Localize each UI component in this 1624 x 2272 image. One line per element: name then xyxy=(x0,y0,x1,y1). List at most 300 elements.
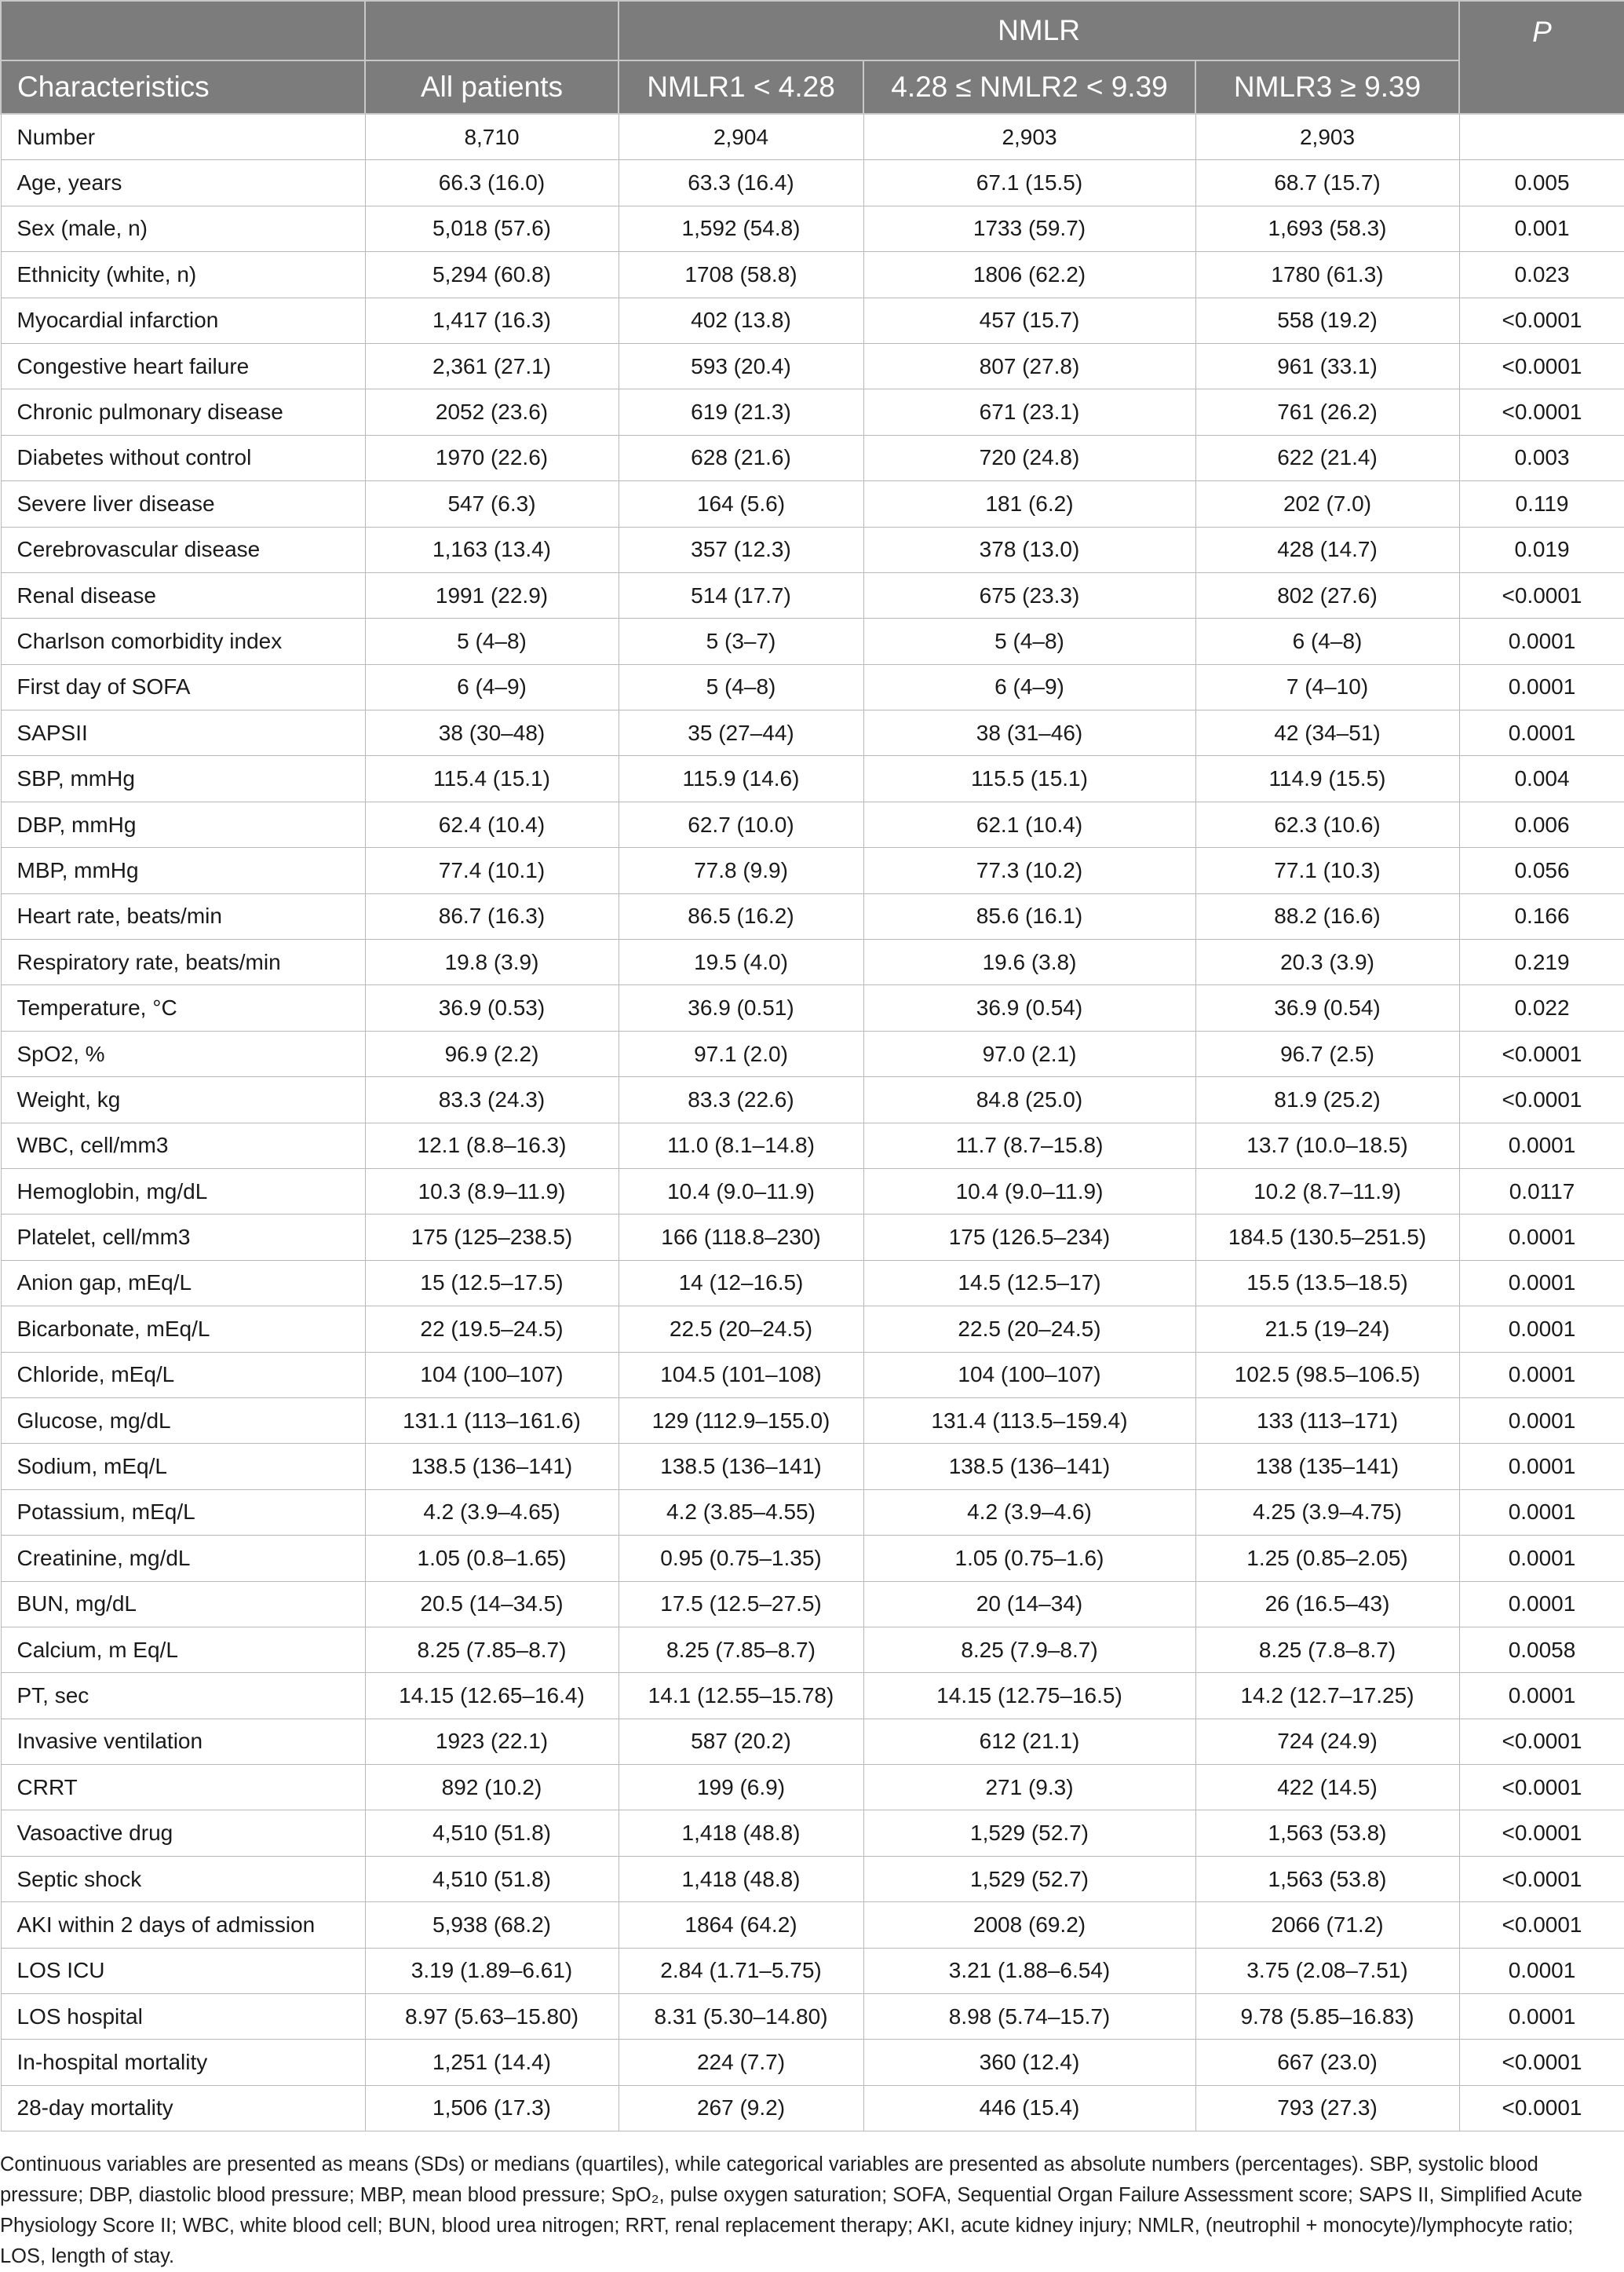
nmlr3-value: 724 (24.9) xyxy=(1195,1719,1459,1764)
row-label: Renal disease xyxy=(1,572,365,618)
table-row xyxy=(1,1673,1624,1719)
nmlr2-value: 36.9 (0.54) xyxy=(863,985,1195,1031)
nmlr1-value: 1,418 (48.8) xyxy=(619,1810,863,1856)
row-label: Calcium, m Eq/L xyxy=(1,1627,365,1672)
nmlr2-value: 1,529 (52.7) xyxy=(863,1856,1195,1901)
all-patients-value: 5,018 (57.6) xyxy=(365,206,619,251)
all-patients-value: 1,506 (17.3) xyxy=(365,2085,619,2131)
nmlr2-value: 612 (21.1) xyxy=(863,1719,1195,1764)
table-row xyxy=(1,1765,1624,1810)
row-label: Myocardial infarction xyxy=(1,298,365,343)
header-blank-cell-2 xyxy=(365,1,619,60)
row-label: 28-day mortality xyxy=(1,2085,365,2131)
nmlr3-value: 184.5 (130.5–251.5) xyxy=(1195,1215,1459,1260)
all-patients-value: 5 (4–8) xyxy=(365,619,619,664)
nmlr2-value: 720 (24.8) xyxy=(863,435,1195,480)
p-value: <0.0001 xyxy=(1459,2040,1624,2085)
nmlr2-value: 271 (9.3) xyxy=(863,1765,1195,1810)
all-patients-value: 175 (125–238.5) xyxy=(365,1215,619,1260)
row-label: Glucose, mg/dL xyxy=(1,1397,365,1443)
all-patients-value: 10.3 (8.9–11.9) xyxy=(365,1168,619,1214)
table-row xyxy=(1,206,1624,251)
nmlr2-value: 175 (126.5–234) xyxy=(863,1215,1195,1260)
row-label: Vasoactive drug xyxy=(1,1810,365,1856)
row-label: Septic shock xyxy=(1,1856,365,1901)
all-patients-value: 1991 (22.9) xyxy=(365,572,619,618)
nmlr2-value: 138.5 (136–141) xyxy=(863,1444,1195,1489)
p-value: 0.005 xyxy=(1459,160,1624,206)
nmlr2-value: 1733 (59.7) xyxy=(863,206,1195,251)
table-footnote: Continuous variables are presented as means (SDs) or medians (quartiles), while categorical variables are presented as absolute numbers (percentages). SBP, systolic blood pressure; DBP, diastolic blood pressure; MBP, mean blood pressure; SpO₂, pulse oxygen saturation; SOFA, Sequential Organ Failure Assessment score; SAPS II, Simplified Acute Physiology Score II; WBC, white blood cell; BUN, blood urea nitrogen; RRT, renal replacement therapy; AKI, acute kidney injury; NMLR, (neutrophil + monocyte)/lymphocyte ratio; LOS, length of stay. xyxy=(0,2153,1582,2267)
nmlr1-value: 2.84 (1.71–5.75) xyxy=(619,1948,863,1993)
table-row xyxy=(1,1719,1624,1764)
nmlr1-value: 14.1 (12.55–15.78) xyxy=(619,1673,863,1719)
p-value: <0.0001 xyxy=(1459,1719,1624,1764)
all-patients-value: 104 (100–107) xyxy=(365,1352,619,1397)
nmlr2-value: 20 (14–34) xyxy=(863,1581,1195,1627)
nmlr2-value: 1806 (62.2) xyxy=(863,252,1195,298)
nmlr3-value: 8.25 (7.8–8.7) xyxy=(1195,1627,1459,1672)
nmlr3-value: 3.75 (2.08–7.51) xyxy=(1195,1948,1459,1993)
nmlr3-value: 14.2 (12.7–17.25) xyxy=(1195,1673,1459,1719)
p-value: 0.0001 xyxy=(1459,1397,1624,1443)
nmlr1-value: 22.5 (20–24.5) xyxy=(619,1306,863,1352)
nmlr1-value: 104.5 (101–108) xyxy=(619,1352,863,1397)
nmlr3-value: 422 (14.5) xyxy=(1195,1765,1459,1810)
table-row xyxy=(1,160,1624,206)
row-label: SBP, mmHg xyxy=(1,756,365,802)
all-patients-value: 83.3 (24.3) xyxy=(365,1077,619,1123)
nmlr1-value: 17.5 (12.5–27.5) xyxy=(619,1581,863,1627)
all-patients-value: 2052 (23.6) xyxy=(365,389,619,435)
p-value: <0.0001 xyxy=(1459,2085,1624,2131)
p-value: 0.006 xyxy=(1459,802,1624,847)
table-row xyxy=(1,389,1624,435)
table-row xyxy=(1,1581,1624,1627)
table-row xyxy=(1,1168,1624,1214)
all-patients-value: 1970 (22.6) xyxy=(365,435,619,480)
nmlr2-value: 62.1 (10.4) xyxy=(863,802,1195,847)
nmlr1-value: 1,592 (54.8) xyxy=(619,206,863,251)
nmlr1-value: 14 (12–16.5) xyxy=(619,1260,863,1306)
nmlr3-value: 1780 (61.3) xyxy=(1195,252,1459,298)
all-patients-value: 22 (19.5–24.5) xyxy=(365,1306,619,1352)
nmlr3-value: 558 (19.2) xyxy=(1195,298,1459,343)
table-row xyxy=(1,802,1624,847)
all-patients-value: 138.5 (136–141) xyxy=(365,1444,619,1489)
nmlr3-value: 42 (34–51) xyxy=(1195,710,1459,756)
nmlr1-value: 628 (21.6) xyxy=(619,435,863,480)
row-label: Bicarbonate, mEq/L xyxy=(1,1306,365,1352)
all-patients-value: 14.15 (12.65–16.4) xyxy=(365,1673,619,1719)
p-value: <0.0001 xyxy=(1459,1902,1624,1948)
all-patients-value: 86.7 (16.3) xyxy=(365,893,619,939)
nmlr3-value: 793 (27.3) xyxy=(1195,2085,1459,2131)
p-value: <0.0001 xyxy=(1459,1031,1624,1076)
table-row xyxy=(1,1397,1624,1443)
table-row xyxy=(1,664,1624,710)
table-row xyxy=(1,572,1624,618)
table-row xyxy=(1,1902,1624,1948)
nmlr2-value: 446 (15.4) xyxy=(863,2085,1195,2131)
header-nmlr1: NMLR1 < 4.28 xyxy=(619,60,863,114)
all-patients-value: 2,361 (27.1) xyxy=(365,343,619,389)
table-row xyxy=(1,1306,1624,1352)
all-patients-value: 66.3 (16.0) xyxy=(365,160,619,206)
p-value: 0.0058 xyxy=(1459,1627,1624,1672)
nmlr2-value: 8.25 (7.9–8.7) xyxy=(863,1627,1195,1672)
nmlr1-value: 0.95 (0.75–1.35) xyxy=(619,1536,863,1581)
nmlr3-value: 138 (135–141) xyxy=(1195,1444,1459,1489)
all-patients-value: 8.97 (5.63–15.80) xyxy=(365,1994,619,2040)
nmlr3-value: 961 (33.1) xyxy=(1195,343,1459,389)
row-label: Cerebrovascular disease xyxy=(1,527,365,572)
nmlr2-value: 84.8 (25.0) xyxy=(863,1077,1195,1123)
all-patients-value: 1923 (22.1) xyxy=(365,1719,619,1764)
nmlr1-value: 514 (17.7) xyxy=(619,572,863,618)
nmlr3-value: 15.5 (13.5–18.5) xyxy=(1195,1260,1459,1306)
nmlr3-value: 622 (21.4) xyxy=(1195,435,1459,480)
header-blank-cell-1 xyxy=(1,1,365,60)
row-label: Weight, kg xyxy=(1,1077,365,1123)
nmlr2-value: 22.5 (20–24.5) xyxy=(863,1306,1195,1352)
p-value: 0.0001 xyxy=(1459,1536,1624,1581)
nmlr1-value: 83.3 (22.6) xyxy=(619,1077,863,1123)
all-patients-value: 4.2 (3.9–4.65) xyxy=(365,1489,619,1535)
p-value: 0.004 xyxy=(1459,756,1624,802)
nmlr2-value: 360 (12.4) xyxy=(863,2040,1195,2085)
all-patients-value: 3.19 (1.89–6.61) xyxy=(365,1948,619,1993)
nmlr-group-header: NMLR xyxy=(619,1,1459,60)
nmlr2-value: 38 (31–46) xyxy=(863,710,1195,756)
nmlr3-value: 1,563 (53.8) xyxy=(1195,1856,1459,1901)
nmlr3-value: 2066 (71.2) xyxy=(1195,1902,1459,1948)
row-label: LOS ICU xyxy=(1,1948,365,1993)
nmlr1-value: 138.5 (136–141) xyxy=(619,1444,863,1489)
nmlr2-value: 85.6 (16.1) xyxy=(863,893,1195,939)
row-label: Ethnicity (white, n) xyxy=(1,252,365,298)
nmlr3-value: 77.1 (10.3) xyxy=(1195,848,1459,893)
nmlr3-value: 96.7 (2.5) xyxy=(1195,1031,1459,1076)
p-value: <0.0001 xyxy=(1459,343,1624,389)
table-row xyxy=(1,2040,1624,2085)
nmlr3-value: 114.9 (15.5) xyxy=(1195,756,1459,802)
p-value: 0.0001 xyxy=(1459,1352,1624,1397)
nmlr2-value: 8.98 (5.74–15.7) xyxy=(863,1994,1195,2040)
row-label: In-hospital mortality xyxy=(1,2040,365,2085)
table-row xyxy=(1,1215,1624,1260)
row-label: Age, years xyxy=(1,160,365,206)
nmlr3-value: 62.3 (10.6) xyxy=(1195,802,1459,847)
nmlr2-value: 378 (13.0) xyxy=(863,527,1195,572)
nmlr1-value: 619 (21.3) xyxy=(619,389,863,435)
row-label: SpO2, % xyxy=(1,1031,365,1076)
p-value: 0.119 xyxy=(1459,481,1624,527)
all-patients-value: 20.5 (14–34.5) xyxy=(365,1581,619,1627)
nmlr1-value: 97.1 (2.0) xyxy=(619,1031,863,1076)
table-row xyxy=(1,710,1624,756)
nmlr2-value: 14.5 (12.5–17) xyxy=(863,1260,1195,1306)
nmlr1-value: 402 (13.8) xyxy=(619,298,863,343)
p-value: 0.0001 xyxy=(1459,1581,1624,1627)
p-value: 0.023 xyxy=(1459,252,1624,298)
nmlr3-value: 6 (4–8) xyxy=(1195,619,1459,664)
nmlr1-value: 267 (9.2) xyxy=(619,2085,863,2131)
header-row-columns xyxy=(1,60,1624,114)
nmlr2-value: 2008 (69.2) xyxy=(863,1902,1195,1948)
nmlr3-value: 68.7 (15.7) xyxy=(1195,160,1459,206)
header-all-patients: All patients xyxy=(365,60,619,114)
nmlr2-value: 77.3 (10.2) xyxy=(863,848,1195,893)
all-patients-value: 5,294 (60.8) xyxy=(365,252,619,298)
table-row xyxy=(1,481,1624,527)
table-row xyxy=(1,619,1624,664)
nmlr1-value: 77.8 (9.9) xyxy=(619,848,863,893)
p-value: 0.0001 xyxy=(1459,1123,1624,1168)
all-patients-value: 1,251 (14.4) xyxy=(365,2040,619,2085)
table-row xyxy=(1,1489,1624,1535)
p-value: 0.0001 xyxy=(1459,1673,1624,1719)
nmlr1-value: 35 (27–44) xyxy=(619,710,863,756)
p-value: 0.166 xyxy=(1459,893,1624,939)
nmlr3-value: 1,563 (53.8) xyxy=(1195,1810,1459,1856)
nmlr3-value: 13.7 (10.0–18.5) xyxy=(1195,1123,1459,1168)
p-value: <0.0001 xyxy=(1459,572,1624,618)
table-row xyxy=(1,1444,1624,1489)
header-row-group xyxy=(1,1,1624,60)
header-nmlr2: 4.28 ≤ NMLR2 < 9.39 xyxy=(863,60,1195,114)
nmlr1-value: 164 (5.6) xyxy=(619,481,863,527)
nmlr3-value: 9.78 (5.85–16.83) xyxy=(1195,1994,1459,2040)
all-patients-value: 131.1 (113–161.6) xyxy=(365,1397,619,1443)
row-label: Severe liver disease xyxy=(1,481,365,527)
row-label: WBC, cell/mm3 xyxy=(1,1123,365,1168)
nmlr1-value: 86.5 (16.2) xyxy=(619,893,863,939)
nmlr1-value: 166 (118.8–230) xyxy=(619,1215,863,1260)
p-value: 0.003 xyxy=(1459,435,1624,480)
nmlr3-value: 2,903 xyxy=(1195,114,1459,160)
table-row xyxy=(1,1536,1624,1581)
nmlr1-value: 8.25 (7.85–8.7) xyxy=(619,1627,863,1672)
nmlr3-value: 802 (27.6) xyxy=(1195,572,1459,618)
nmlr3-value: 4.25 (3.9–4.75) xyxy=(1195,1489,1459,1535)
row-label: Chloride, mEq/L xyxy=(1,1352,365,1397)
nmlr2-value: 675 (23.3) xyxy=(863,572,1195,618)
p-value: 0.0001 xyxy=(1459,1948,1624,1993)
nmlr3-value: 133 (113–171) xyxy=(1195,1397,1459,1443)
table-row xyxy=(1,527,1624,572)
table-row xyxy=(1,1077,1624,1123)
all-patients-value: 4,510 (51.8) xyxy=(365,1810,619,1856)
row-label: Invasive ventilation xyxy=(1,1719,365,1764)
row-label: First day of SOFA xyxy=(1,664,365,710)
table-row xyxy=(1,343,1624,389)
all-patients-value: 6 (4–9) xyxy=(365,664,619,710)
p-value: 0.0001 xyxy=(1459,1444,1624,1489)
nmlr3-value: 428 (14.7) xyxy=(1195,527,1459,572)
row-label: BUN, mg/dL xyxy=(1,1581,365,1627)
nmlr2-value: 1.05 (0.75–1.6) xyxy=(863,1536,1195,1581)
nmlr1-value: 63.3 (16.4) xyxy=(619,160,863,206)
nmlr1-value: 10.4 (9.0–11.9) xyxy=(619,1168,863,1214)
row-label: Anion gap, mEq/L xyxy=(1,1260,365,1306)
p-value: <0.0001 xyxy=(1459,1810,1624,1856)
nmlr1-value: 4.2 (3.85–4.55) xyxy=(619,1489,863,1535)
nmlr2-value: 19.6 (3.8) xyxy=(863,940,1195,985)
table-row xyxy=(1,1031,1624,1076)
table-row xyxy=(1,435,1624,480)
nmlr3-value: 7 (4–10) xyxy=(1195,664,1459,710)
nmlr1-value: 357 (12.3) xyxy=(619,527,863,572)
p-value: <0.0001 xyxy=(1459,389,1624,435)
p-value: 0.0117 xyxy=(1459,1168,1624,1214)
table-row xyxy=(1,2085,1624,2131)
nmlr2-value: 67.1 (15.5) xyxy=(863,160,1195,206)
nmlr1-value: 36.9 (0.51) xyxy=(619,985,863,1031)
all-patients-value: 5,938 (68.2) xyxy=(365,1902,619,1948)
nmlr1-value: 62.7 (10.0) xyxy=(619,802,863,847)
row-label: Heart rate, beats/min xyxy=(1,893,365,939)
nmlr1-value: 224 (7.7) xyxy=(619,2040,863,2085)
nmlr3-value: 81.9 (25.2) xyxy=(1195,1077,1459,1123)
row-label: LOS hospital xyxy=(1,1994,365,2040)
nmlr1-value: 1864 (64.2) xyxy=(619,1902,863,1948)
nmlr2-value: 104 (100–107) xyxy=(863,1352,1195,1397)
row-label: Sex (male, n) xyxy=(1,206,365,251)
row-label: Sodium, mEq/L xyxy=(1,1444,365,1489)
row-label: Number xyxy=(1,114,365,160)
nmlr2-value: 1,529 (52.7) xyxy=(863,1810,1195,1856)
table-row xyxy=(1,1123,1624,1168)
row-label: AKI within 2 days of admission xyxy=(1,1902,365,1948)
nmlr3-value: 21.5 (19–24) xyxy=(1195,1306,1459,1352)
p-value: <0.0001 xyxy=(1459,1765,1624,1810)
nmlr1-value: 8.31 (5.30–14.80) xyxy=(619,1994,863,2040)
table-row xyxy=(1,756,1624,802)
nmlr3-value: 36.9 (0.54) xyxy=(1195,985,1459,1031)
row-label: Creatinine, mg/dL xyxy=(1,1536,365,1581)
nmlr1-value: 5 (3–7) xyxy=(619,619,863,664)
row-label: Hemoglobin, mg/dL xyxy=(1,1168,365,1214)
p-value: <0.0001 xyxy=(1459,298,1624,343)
all-patients-value: 1.05 (0.8–1.65) xyxy=(365,1536,619,1581)
row-label: Potassium, mEq/L xyxy=(1,1489,365,1535)
row-label: Congestive heart failure xyxy=(1,343,365,389)
p-value: 0.219 xyxy=(1459,940,1624,985)
table-header xyxy=(1,1,1624,114)
nmlr3-value: 667 (23.0) xyxy=(1195,2040,1459,2085)
table-body xyxy=(1,114,1624,2131)
p-value: 0.0001 xyxy=(1459,1994,1624,2040)
row-label: Chronic pulmonary disease xyxy=(1,389,365,435)
nmlr3-value: 10.2 (8.7–11.9) xyxy=(1195,1168,1459,1214)
row-label: Charlson comorbidity index xyxy=(1,619,365,664)
nmlr2-value: 6 (4–9) xyxy=(863,664,1195,710)
p-value: 0.056 xyxy=(1459,848,1624,893)
row-label: DBP, mmHg xyxy=(1,802,365,847)
table-row xyxy=(1,1627,1624,1672)
p-value: 0.0001 xyxy=(1459,1260,1624,1306)
row-label: SAPSII xyxy=(1,710,365,756)
nmlr2-value: 10.4 (9.0–11.9) xyxy=(863,1168,1195,1214)
all-patients-value: 15 (12.5–17.5) xyxy=(365,1260,619,1306)
nmlr1-value: 2,904 xyxy=(619,114,863,160)
table-row xyxy=(1,985,1624,1031)
p-value: 0.0001 xyxy=(1459,1306,1624,1352)
nmlr1-value: 129 (112.9–155.0) xyxy=(619,1397,863,1443)
table-row xyxy=(1,848,1624,893)
all-patients-value: 892 (10.2) xyxy=(365,1765,619,1810)
nmlr2-value: 3.21 (1.88–6.54) xyxy=(863,1948,1195,1993)
p-value: 0.0001 xyxy=(1459,619,1624,664)
all-patients-value: 12.1 (8.8–16.3) xyxy=(365,1123,619,1168)
nmlr1-value: 593 (20.4) xyxy=(619,343,863,389)
row-label: Temperature, °C xyxy=(1,985,365,1031)
row-label: CRRT xyxy=(1,1765,365,1810)
table-row xyxy=(1,1948,1624,1993)
nmlr3-value: 26 (16.5–43) xyxy=(1195,1581,1459,1627)
header-nmlr3: NMLR3 ≥ 9.39 xyxy=(1195,60,1459,114)
table-row xyxy=(1,1352,1624,1397)
p-value: 0.0001 xyxy=(1459,664,1624,710)
row-label: PT, sec xyxy=(1,1673,365,1719)
nmlr2-value: 181 (6.2) xyxy=(863,481,1195,527)
row-label: Diabetes without control xyxy=(1,435,365,480)
all-patients-value: 62.4 (10.4) xyxy=(365,802,619,847)
table-row xyxy=(1,252,1624,298)
p-value: 0.022 xyxy=(1459,985,1624,1031)
all-patients-value: 77.4 (10.1) xyxy=(365,848,619,893)
nmlr2-value: 97.0 (2.1) xyxy=(863,1031,1195,1076)
table-row xyxy=(1,1994,1624,2040)
nmlr1-value: 1708 (58.8) xyxy=(619,252,863,298)
all-patients-value: 36.9 (0.53) xyxy=(365,985,619,1031)
all-patients-value: 115.4 (15.1) xyxy=(365,756,619,802)
header-characteristics: Characteristics xyxy=(1,60,365,114)
all-patients-value: 547 (6.3) xyxy=(365,481,619,527)
all-patients-value: 96.9 (2.2) xyxy=(365,1031,619,1076)
row-label: MBP, mmHg xyxy=(1,848,365,893)
p-value-header: P xyxy=(1459,1,1624,114)
nmlr2-value: 11.7 (8.7–15.8) xyxy=(863,1123,1195,1168)
nmlr3-value: 761 (26.2) xyxy=(1195,389,1459,435)
nmlr3-value: 1,693 (58.3) xyxy=(1195,206,1459,251)
all-patients-value: 1,163 (13.4) xyxy=(365,527,619,572)
table-row xyxy=(1,1810,1624,1856)
nmlr2-value: 14.15 (12.75–16.5) xyxy=(863,1673,1195,1719)
nmlr3-value: 20.3 (3.9) xyxy=(1195,940,1459,985)
table-row xyxy=(1,1856,1624,1901)
all-patients-value: 8.25 (7.85–8.7) xyxy=(365,1627,619,1672)
nmlr1-value: 115.9 (14.6) xyxy=(619,756,863,802)
all-patients-value: 19.8 (3.9) xyxy=(365,940,619,985)
table-row xyxy=(1,1260,1624,1306)
all-patients-value: 1,417 (16.3) xyxy=(365,298,619,343)
nmlr3-value: 1.25 (0.85–2.05) xyxy=(1195,1536,1459,1581)
nmlr2-value: 2,903 xyxy=(863,114,1195,160)
nmlr2-value: 671 (23.1) xyxy=(863,389,1195,435)
nmlr1-value: 587 (20.2) xyxy=(619,1719,863,1764)
nmlr1-value: 19.5 (4.0) xyxy=(619,940,863,985)
p-value: 0.0001 xyxy=(1459,1489,1624,1535)
p-value: 0.019 xyxy=(1459,527,1624,572)
all-patients-value: 4,510 (51.8) xyxy=(365,1856,619,1901)
nmlr1-value: 199 (6.9) xyxy=(619,1765,863,1810)
nmlr1-value: 1,418 (48.8) xyxy=(619,1856,863,1901)
nmlr1-value: 11.0 (8.1–14.8) xyxy=(619,1123,863,1168)
p-value: <0.0001 xyxy=(1459,1077,1624,1123)
nmlr2-value: 115.5 (15.1) xyxy=(863,756,1195,802)
